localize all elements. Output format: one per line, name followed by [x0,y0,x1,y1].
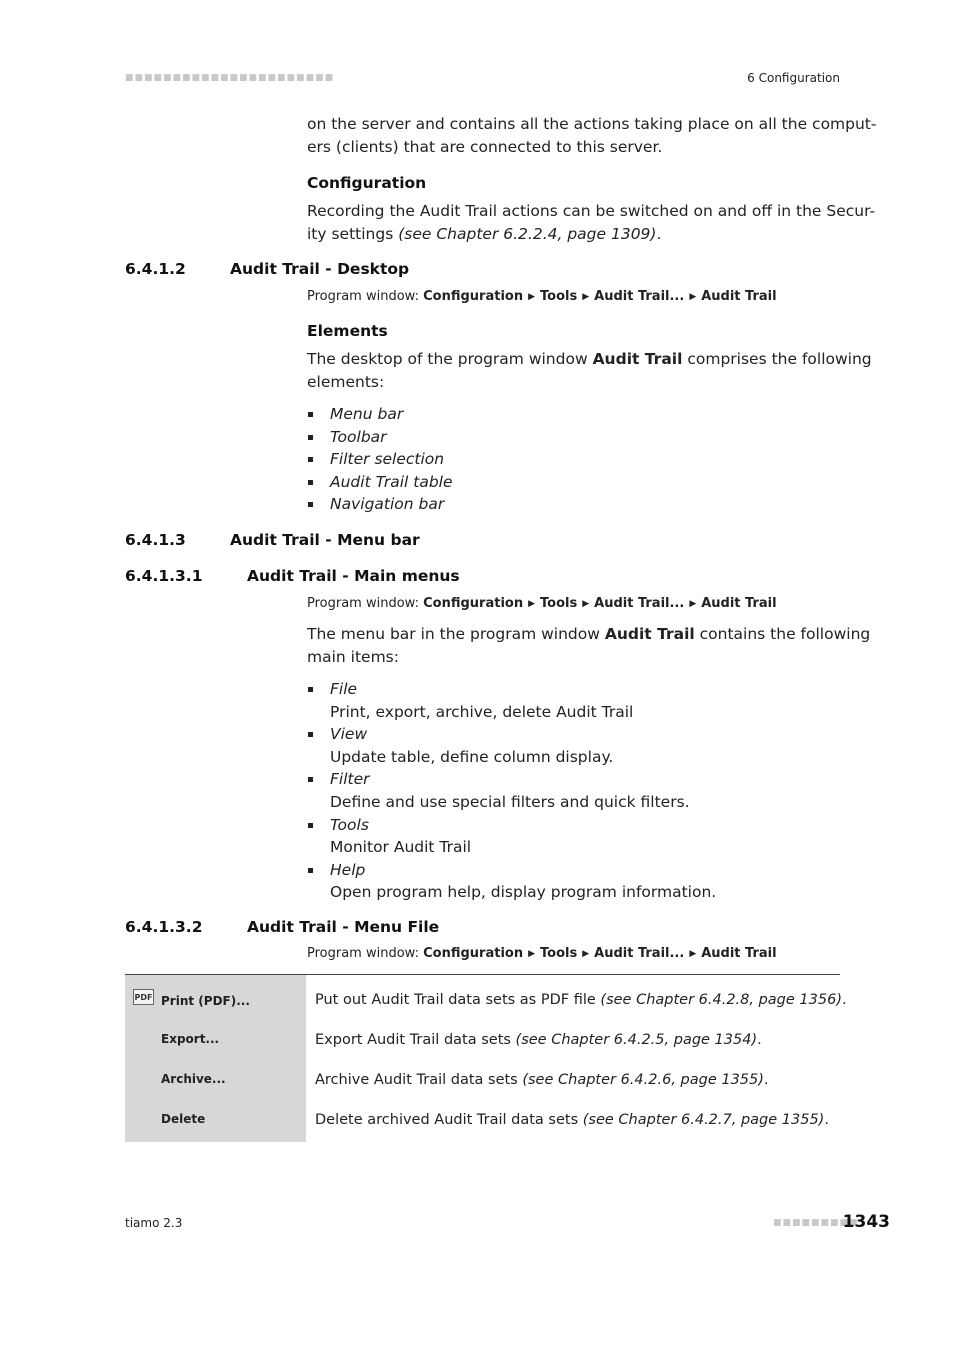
bullet-icon [308,412,313,417]
section-number: 6.4.1.3.1 [125,567,203,585]
list-item: Navigation bar [307,493,453,516]
list-item: Tools Monitor Audit Trail [307,814,716,859]
menu-file-table [125,974,847,1142]
configuration-line-2: ity settings (see Chapter 6.2.2.4, page 1309). [307,225,662,243]
program-window-path: Program window: Configuration ▶ Tools ▶ Audit Trail... ▶ Audit Trail [307,596,777,611]
description-text: Delete archived Audit Trail data sets (see Chapter 6.4.2.7, page 1355). [315,1112,829,1128]
arrow-right-icon: ▶ [528,949,536,959]
list-item: Filter selection [307,448,453,471]
list-item: View Update table, define column display. [307,723,716,768]
description-text: Export Audit Trail data sets (see Chapter 6.4.2.5, page 1354). [315,1032,762,1048]
section-number: 6.4.1.3.2 [125,918,203,936]
bullet-icon [308,732,313,737]
description-text: Archive Audit Trail data sets (see Chapter 6.4.2.6, page 1355). [315,1072,769,1088]
list-item: Audit Trail table [307,471,453,494]
list-item: Filter Define and use special filters and quick filters. [307,768,716,813]
section-title: Audit Trail - Desktop [230,260,410,278]
header-dots: ■■■■■■■■■■■■■■■■■■■■■■ [125,73,335,83]
bullet-icon [308,687,313,692]
menu-item-print-pdf: Print (PDF)... [161,994,250,1008]
menubar-line-2: main items: [307,648,399,666]
menu-item-delete: Delete [161,1112,206,1126]
configuration-paragraph [307,200,875,246]
description-cell [306,975,847,1022]
section-number: 6.4.1.3 [125,531,186,549]
configuration-line-1: Recording the Audit Trail actions can be switched on and off in the Secur- [307,202,876,220]
arrow-right-icon: ▶ [528,599,536,609]
bullet-icon [308,480,313,485]
list-item: Menu bar [307,403,453,426]
elements-list [307,403,453,516]
footer-dots: ■■■■■■■■■ [773,1218,859,1228]
footer-product: tiamo 2.3 [125,1216,183,1230]
list-item: File Print, export, archive, delete Audit Trail [307,678,716,723]
intro-line-2: ers (clients) that are connected to this server. [307,138,663,156]
menu-item-cell [125,975,306,1022]
chapter-reference-link[interactable]: (see Chapter 6.2.2.4, page 1309) [398,225,657,243]
menu-item-cell [125,1022,306,1062]
desktop-line-1: The desktop of the program window Audit Trail comprises the following [307,350,872,368]
bullet-icon [308,823,313,828]
list-item: Help Open program help, display program information. [307,859,716,904]
table-row [125,1102,840,1142]
intro-line-1: on the server and contains all the actions taking place on all the comput- [307,115,877,133]
menubar-line-1: The menu bar in the program window Audit Trail contains the following [307,625,871,643]
description-text: Put out Audit Trail data sets as PDF file (see Chapter 6.4.2.8, page 1356). [315,992,847,1008]
bullet-icon [308,435,313,440]
arrow-right-icon: ▶ [689,599,697,609]
table-row [125,975,847,1022]
program-window-path: Program window: Configuration ▶ Tools ▶ Audit Trail... ▶ Audit Trail [307,289,777,304]
bullet-icon [308,777,313,782]
pdf-icon: PDF [133,989,154,1005]
arrow-right-icon: ▶ [582,599,590,609]
menu-item-cell [125,1102,306,1142]
section-title: Audit Trail - Main menus [247,567,460,585]
list-item: Toolbar [307,426,453,449]
arrow-right-icon: ▶ [689,292,697,302]
table-row [125,1062,840,1102]
arrow-right-icon: ▶ [528,292,536,302]
desktop-paragraph [307,348,872,394]
section-number: 6.4.1.2 [125,260,186,278]
page-number: 1343 [842,1212,890,1232]
configuration-heading: Configuration [307,174,427,192]
description-cell [306,1102,840,1142]
chapter-reference-link[interactable]: (see Chapter 6.4.2.6, page 1355) [522,1072,764,1088]
chapter-reference-link[interactable]: (see Chapter 6.4.2.8, page 1356) [600,992,842,1008]
bullet-icon [308,457,313,462]
menu-item-archive: Archive... [161,1072,226,1086]
main-menus-list [307,678,716,904]
menu-item-export: Export... [161,1032,220,1046]
program-window-path: Program window: Configuration ▶ Tools ▶ Audit Trail... ▶ Audit Trail [307,946,777,961]
chapter-reference-link[interactable]: (see Chapter 6.4.2.5, page 1354) [515,1032,758,1048]
menu-item-cell [125,1062,306,1102]
bullet-icon [308,502,313,507]
section-title: Audit Trail - Menu File [247,918,440,936]
table-row [125,1022,840,1062]
desktop-line-2: elements: [307,373,385,391]
menubar-paragraph [307,623,870,669]
running-header: 6 Configuration [747,71,840,85]
description-cell [306,1022,840,1062]
bullet-icon [308,868,313,873]
description-cell [306,1062,840,1102]
arrow-right-icon: ▶ [582,949,590,959]
arrow-right-icon: ▶ [582,292,590,302]
intro-paragraph [307,113,876,159]
arrow-right-icon: ▶ [689,949,697,959]
elements-heading: Elements [307,322,388,340]
chapter-reference-link[interactable]: (see Chapter 6.4.2.7, page 1355) [582,1112,825,1128]
section-title: Audit Trail - Menu bar [230,531,420,549]
